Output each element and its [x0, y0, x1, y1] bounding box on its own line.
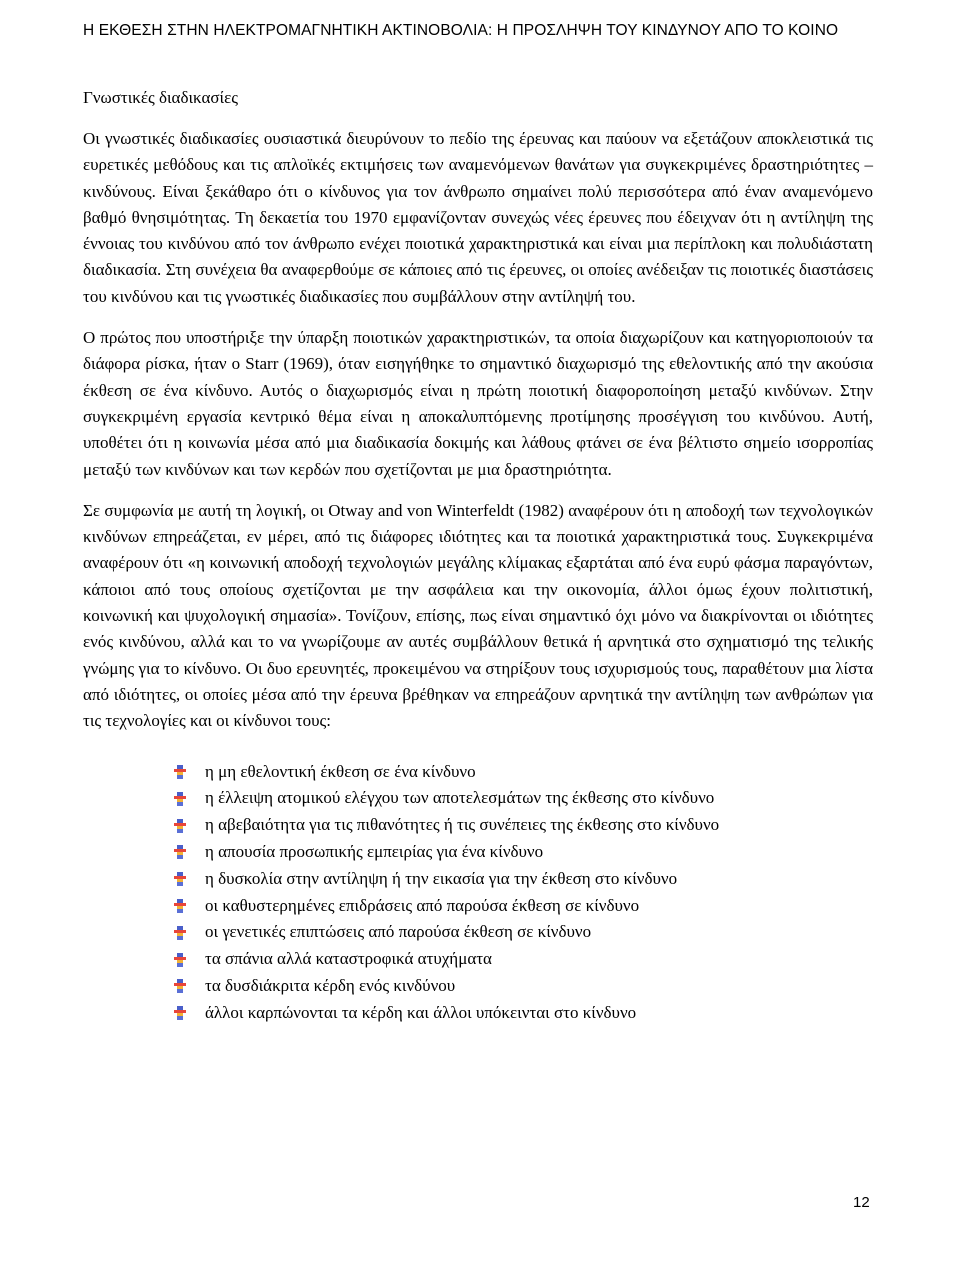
list-item — [173, 839, 873, 866]
list-item — [173, 893, 873, 920]
arrow-bullet-icon — [173, 845, 187, 859]
paragraph-1: Οι γνωστικές διαδικασίες ουσιαστικά διευρύνουν το πεδίο της έρευνας και παύουν να εξετάζουν αποκλειστικά τις ευρετικές μεθόδους και τις απλοϊκές εκτιμήσεις των αναμενόμενων θανάτων για συγκεκριμένες δραστηριότητες – κινδύνους. Είναι ξεκάθαρο ότι ο κίνδυνος για τον άνθρωπο σημαίνει πολύ περισσότερα από έναν αναμενόμενο βαθμό θνησιμότητας. Τη δεκαετία του 1970 εμφανίζονταν συνεχώς νέες έρευνες που έδειχναν ότι η αντίληψη της έννοιας του κινδύνου από τον άνθρωπο ενέχει ποιοτικά χαρακτηριστικά και είναι μια περίπλοκη και πολυδιάστατη διαδικασία. Στη συνέχεια θα αναφερθούμε σε κάποιες από τις έρευνες, οι οποίες ανέδειξαν τις ποιοτικές διαστάσεις του κινδύνου και τις γνωστικές διαδικασίες που συμβάλλουν στην αντίληψή του. — [83, 129, 873, 306]
running-header: Η ΕΚΘΕΣΗ ΣΤΗΝ ΗΛΕΚΤΡΟΜΑΓΝΗΤΙΚΗ ΑΚΤΙΝΟΒΟΛΙΑ: Η ΠΡΟΣΛΗΨΗ ΤΟΥ ΚΙΝΔΥΝΟΥ ΑΠΟ ΤΟ ΚΟΙΝΟ — [83, 22, 839, 39]
list-item-text: οι γενετικές επιπτώσεις από παρούσα έκθεση σε κίνδυνο — [205, 922, 592, 942]
list-item-text: η απουσία προσωπικής εμπειρίας για ένα κίνδυνο — [205, 841, 544, 861]
arrow-bullet-icon — [173, 979, 187, 993]
list-item — [173, 785, 873, 812]
list-item-text: οι καθυστερημένες επιδράσεις από παρούσα έκθεση σε κίνδυνο — [205, 895, 640, 915]
paragraph-2: Ο πρώτος που υποστήριξε την ύπαρξη ποιοτικών χαρακτηριστικών, τα οποία διαχωρίζουν και κατηγοριοποιούν τα διάφορα ρίσκα, ήταν ο Starr (1969), όταν εισηγήθηκε το σημαντικό διαχωρισμό της εθελοντικής από την ακούσια έκθεση σε ένα κίνδυνο. Αυτός ο διαχωρισμός είναι η πρώτη ποιοτική διαφοροποίηση μεταξύ κινδύνων. Στην συγκεκριμένη εργασία κεντρικό θέμα είναι η αποκαλυπτόμενης προτίμησης προσέγγιση του κινδύνου. Αυτή, υποθέτει ότι η κοινωνία μέσα από μια διαδικασία δοκιμής και λάθους φτάνει σε ένα βέλτιστο σημείο ισορροπίας μεταξύ των κινδύνων και των κερδών που σχετίζονται με μια δραστηριότητα. — [83, 328, 873, 479]
arrow-bullet-icon — [173, 792, 187, 806]
list-item — [173, 812, 873, 839]
list-item-text: η έλλειψη ατομικού ελέγχου των αποτελεσμάτων της έκθεσης στο κίνδυνο — [205, 788, 715, 808]
arrow-bullet-icon — [173, 819, 187, 833]
list-item — [173, 759, 873, 786]
arrow-bullet-icon — [173, 953, 187, 967]
arrow-bullet-icon — [173, 926, 187, 940]
list-item — [173, 1000, 873, 1027]
list-item — [173, 866, 873, 893]
page-number: 12 — [853, 1194, 870, 1211]
list-item-text: η δυσκολία στην αντίληψη ή την εικασία για την έκθεση στο κίνδυνο — [205, 868, 678, 888]
arrow-bullet-icon — [173, 765, 187, 779]
section-title: Γνωστικές διαδικασίες — [83, 88, 238, 107]
list-item-text: άλλοι καρπώνονται τα κέρδη και άλλοι υπόκεινται στο κίνδυνο — [205, 1002, 637, 1022]
list-item — [173, 973, 873, 1000]
risk-attributes-list — [173, 759, 873, 1027]
arrow-bullet-icon — [173, 872, 187, 886]
list-item-text: η αβεβαιότητα για τις πιθανότητες ή τις συνέπειες της έκθεσης στο κίνδυνο — [205, 815, 720, 835]
list-item-text: τα σπάνια αλλά καταστροφικά ατυχήματα — [205, 949, 492, 969]
list-item-text: τα δυσδιάκριτα κέρδη ενός κινδύνου — [205, 975, 456, 995]
list-item — [173, 946, 873, 973]
arrow-bullet-icon — [173, 1006, 187, 1020]
arrow-bullet-icon — [173, 899, 187, 913]
list-item — [173, 919, 873, 946]
list-item-text: η μη εθελοντική έκθεση σε ένα κίνδυνο — [205, 761, 476, 781]
paragraph-3: Σε συμφωνία με αυτή τη λογική, οι Otway and von Winterfeldt (1982) αναφέρουν ότι η αποδοχή των τεχνολογικών κινδύνων επηρεάζεται, εν μέρει, από τις διάφορες ιδιότητες και τα ποιοτικά χαρακτηριστικά τους. Συγκεκριμένα αναφέρουν ότι «η κοινωνική αποδοχή τεχνολογιών μεγάλης κλίμακας εξαρτάται από ένα ευρύ φάσμα παραγόντων, κάποιοι από τους οποίους σχετίζονται με την ασφάλεια και την οικονομία, άλλοι όμως έχουν πολιτιστική, κοινωνική και ψυχολογική σημασία». Τονίζουν, επίσης, πως είναι σημαντικό όχι μόνο να διακρίνονται οι ιδιότητες ενός κινδύνου, αλλά και το να γνωρίζουμε αν αυτές συμβάλλουν θετικά ή αρνητικά στο σχηματισμό της τελικής γνώμης για το κίνδυνο. Οι δυο ερευνητές, προκειμένου να στηρίξουν τους ισχυρισμούς τους, παραθέτουν μια λίστα από ιδιότητες, οι οποίες μέσα από την έρευνα βρέθηκαν να επηρεάζουν αρνητικά την αντίληψη των ανθρώπων για τις τεχνολογίες και οι κίνδυνοι τους: — [83, 500, 873, 731]
document-body — [83, 80, 873, 1027]
